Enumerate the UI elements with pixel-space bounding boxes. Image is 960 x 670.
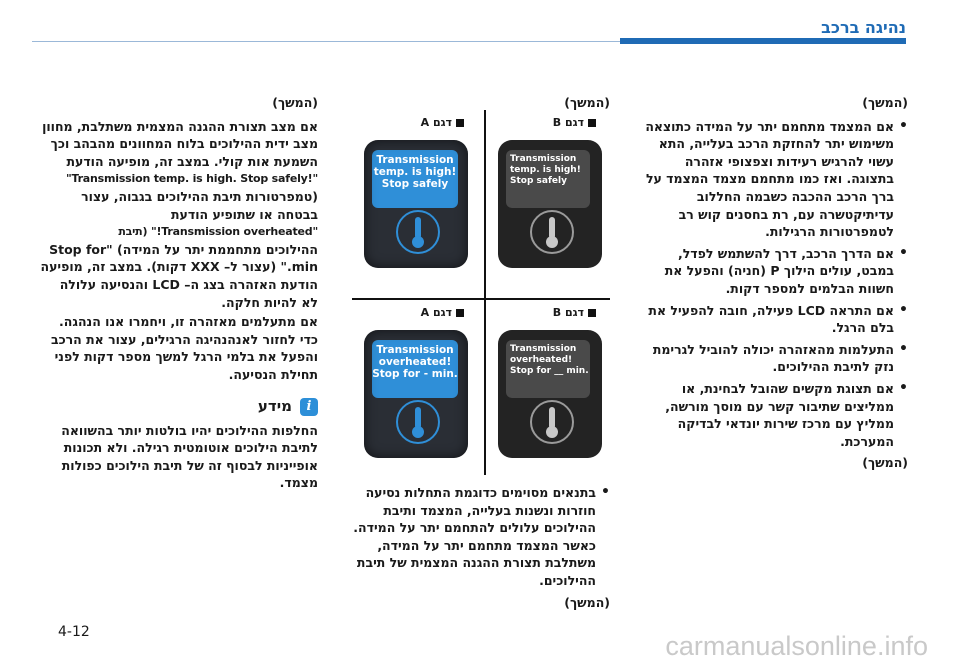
info-heading [40,398,318,416]
continued-label: (המשך) [862,95,908,110]
bullet-item: • בתנאים מסוימים כדוגמת התחלות נסיעה חוזרות ונשנות בעלייה, המצמד ותיבת ההילוכים עלולים להתחמם יתר על המידה. כאשר המצמד מתחמם יתר על המידה, משתלבת תצורת ההגנה המצמית של תיבת ההילוכים. [348,484,610,590]
square-marker-icon [588,119,596,127]
square-marker-icon [456,119,464,127]
bullet-item: • אם תצוגת מקשים שהובל לבחינת, או ממליצים שתיבור קשר עם מוסך מורשה, ממליץ עם מרכז שירות יונדאי לבדיקה המערכת. [640,380,908,450]
warning-message: Transmission temp. is high! Stop safely [506,150,590,208]
middle-continued-label: (המשך) [564,95,610,110]
thermometer-icon [530,210,574,254]
right-column [640,94,908,472]
bullet-item: • אם הדרך הרכב, דרך להשתמש לפדל, במבט, עולים הילוך P (חניה) והפעל את חשוות הבלמים למספר דקות. [640,245,908,298]
left-column [40,94,318,492]
cluster-display-model-a [364,140,468,268]
continued-label: (המשך) [862,455,908,471]
cluster-display-model-a [364,330,468,458]
paragraph: אם מתעלמים מאזהרה זו, ויחמרו אנו הנהגה. כדי לחזור לאנהנהיגה הרגילים, עצור את הרכב והפעל את בלמי הרגל למשך מספר דקות לפני תחילת הנסיעה. [50,314,318,382]
panel-label: דגם B [553,306,596,319]
thermometer-icon [530,400,574,444]
cluster-display-model-b [498,140,602,268]
continued-label: (המשך) [564,594,610,610]
cluster-display-model-b [498,330,602,458]
paragraph: (טמפרטורות תיבת ההילוכים בגבוה, עצור בבטחה או שתופיע הודעת [81,188,318,222]
square-marker-icon [456,309,464,317]
warning-message: Transmission overheated! Stop for __ min. [506,340,590,398]
english-message: "Transmission overheated!" (תיבת [118,225,318,239]
info-icon: i [300,398,318,416]
grid-divider-horizontal [352,298,610,300]
page-number: 4-12 [58,624,90,640]
bullet-item: • אם התראה LCD פעילה, חובה להפעיל את בלם הרגל. [640,302,908,337]
middle-column-text [348,484,610,611]
grid-divider-vertical [484,110,486,475]
header-divider [32,41,620,42]
warning-message: Transmission overheated! Stop for - min. [372,340,458,398]
paragraph: ההילוכים מתחממת יתר על המידה) "Stop for min." (עצור ל– XXX דקות). במצב זה, מופיעה הודעת האזהרה בצג ה– LCD והנסיעה עלולה לא להיות חלקה. [40,241,318,310]
display-panels-grid [352,110,610,475]
panel-label: דגם B [553,116,596,129]
panel-label: דגם A [421,116,464,129]
panel-label: דגם A [421,306,464,319]
watermark: carmanualsonline.info [665,631,928,661]
warning-message: Transmission temp. is high! Stop safely [372,150,458,208]
thermometer-icon [396,400,440,444]
header-accent-bar [620,38,906,44]
square-marker-icon [588,309,596,317]
bullet-item: • התעלמות מהאזהרה יכולה להוביל לגרימת נזק לתיבת ההילוכים. [640,341,908,376]
english-message: "Transmission temp. is high. Stop safely!" [65,172,318,186]
bullet-item: • אם המצמד מתחמם יתר על המידה כתוצאה משימוש יתר להחזקת הרכב בעלייה, התא עשוי להרגיש רעידות וצפצופי אזהרה בתצוגה. ואז כמו מתחמם מצמד המצמד על ברך הרכב ההכבה כשבמה החללוב עדיתיקטשרה עם, רת בחסנים קוש רב לטמפרטורות הרגילות. [640,118,908,241]
paragraph: אם מצב תצורת ההגנה המצמית משתלבת, מחוון מצב ידית ההילוכים בלוח המחוונים מהבהב וכך השמעת אות קולי. במצב זה, מופיעה הודעת [42,118,318,169]
continued-label: (המשך) [272,95,318,110]
thermometer-icon [396,210,440,254]
info-title: מידע [257,396,292,415]
info-text: החלפות ההילוכים יהיו בולטות יותר בהשוואה לתיבת הילוכים אוטומטית רגילה. ולא תכונות אופייניות לבסוף זה של תיבת הילוכים כפולות מצמד. [61,422,318,491]
header-title: נהיגה ברכב [821,18,906,37]
